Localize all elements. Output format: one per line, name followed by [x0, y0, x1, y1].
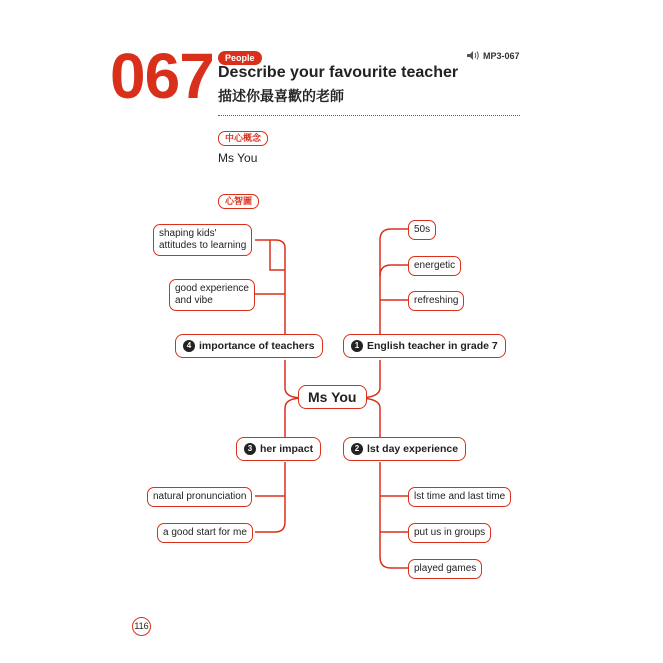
- number-badge: 1: [351, 340, 363, 352]
- leaf-natural-pronunciation: natural pronunciation: [147, 487, 252, 507]
- leaf-50s: 50s: [408, 220, 436, 240]
- leaf-put-us-in-groups: put us in groups: [408, 523, 491, 543]
- branch-label: lst day experience: [367, 443, 459, 455]
- connector-branch2-leaf3: [380, 462, 410, 568]
- leaf-shaping-kids: shaping kids' attitudes to learning: [153, 224, 252, 256]
- branch-first-day-experience: [343, 437, 466, 461]
- title-english: Describe your favourite teacher: [218, 64, 459, 81]
- concept-value: Ms You: [218, 151, 258, 165]
- connector-branch4-inner: [270, 240, 285, 270]
- connector-branch1-leaf1: [380, 229, 410, 276]
- branch-importance-of-teachers: [175, 334, 323, 358]
- mindmap-label: 心智圖: [218, 194, 259, 209]
- branch-english-teacher: [343, 334, 506, 358]
- leaf-played-games: played games: [408, 559, 482, 579]
- branch-her-impact: [236, 437, 321, 461]
- number-badge: 4: [183, 340, 195, 352]
- page-number: 116: [132, 617, 151, 636]
- number-badge: 3: [244, 443, 256, 455]
- branch-label: English teacher in grade 7: [367, 340, 498, 352]
- concept-label: 中心概念: [218, 131, 268, 146]
- title-chinese: 描述你最喜歡的老師: [218, 88, 344, 104]
- leaf-good-experience: good experience and vibe: [169, 279, 255, 311]
- connector-branch3-leaf2: [255, 462, 285, 532]
- category-tag: People: [218, 51, 262, 65]
- branch-label: her impact: [260, 443, 314, 455]
- audio-label: MP3-067: [483, 50, 520, 61]
- leaf-good-start: a good start for me: [157, 523, 253, 543]
- leaf-energetic: energetic: [408, 256, 461, 276]
- center-node: Ms You: [298, 385, 367, 409]
- branch-label: importance of teachers: [199, 340, 315, 352]
- number-badge: 2: [351, 443, 363, 455]
- leaf-first-and-last-time: lst time and last time: [408, 487, 511, 507]
- topic-number: 067: [110, 40, 214, 112]
- leaf-refreshing: refreshing: [408, 291, 464, 311]
